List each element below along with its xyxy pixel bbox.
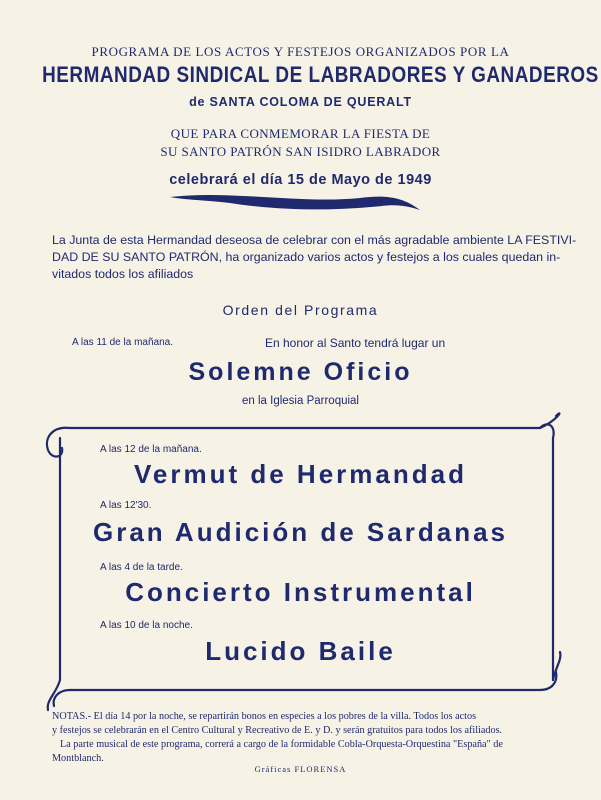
header-purpose-line-2: SU SANTO PATRÓN SAN ISIDRO LABRADOR — [160, 144, 441, 159]
header-title: HERMANDAD SINDICAL DE LABRADORES Y GANADEROS — [42, 62, 599, 87]
header-purpose-line-1: QUE PARA CONMEMORAR LA FIESTA DE — [170, 126, 431, 141]
event-title: Gran Audición de Sardanas — [92, 517, 508, 547]
order-title: Orden del Programa — [222, 302, 379, 318]
event-time: A las 12'30. — [100, 500, 152, 511]
intro-line: vitados todos los afiliados — [52, 267, 194, 281]
event-title: Lucido Baile — [205, 636, 396, 666]
header-line-1: PROGRAMA DE LOS ACTOS Y FESTEJOS ORGANIZADOS POR LA — [91, 44, 510, 59]
notes-line: NOTAS.- El día 14 por la noche, se repartirán bonos en especies a los pobres de la villa. Todos los actos — [52, 711, 477, 722]
event-time: A las 11 de la mañana. — [72, 337, 173, 348]
notes-line: Montblanch. — [52, 753, 104, 764]
intro-line: DAD DE SU SANTO PATRÓN, ha organizado varios actos y festejos a los cuales quedan in- — [52, 250, 561, 264]
header-date: celebrará el día 15 de Mayo de 1949 — [169, 172, 432, 188]
event-lead: En honor al Santo tendrá lugar un — [265, 336, 446, 350]
event-title: Concierto Instrumental — [125, 577, 476, 607]
header-place: de SANTA COLOMA DE QUERALT — [189, 95, 412, 109]
printer-credit: Gráficas FLORENSA — [254, 764, 347, 774]
date-flourish — [170, 195, 420, 210]
event-time: A las 12 de la mañana. — [100, 444, 202, 455]
event-time: A las 4 de la tarde. — [100, 562, 183, 573]
notes — [52, 710, 552, 766]
event-title: Vermut de Hermandad — [134, 459, 467, 489]
intro-paragraph — [52, 232, 577, 283]
notes-line: y festejos se celebrarán en el Centro Cultural y Recreativo de E. y D. y serán gratuitos para todos los afiliados. — [52, 725, 503, 736]
event-location: en la Iglesia Parroquial — [242, 395, 359, 407]
event-title: Solemne Oficio — [188, 358, 413, 386]
intro-line: La Junta de esta Hermandad deseosa de celebrar con el más agradable ambiente LA FESTIVI- — [52, 233, 577, 247]
notes-line: La parte musical de este programa, correrá a cargo de la formidable Cobla-Orquesta-Orquestina "España" de — [60, 739, 503, 750]
event-time: A las 10 de la noche. — [100, 620, 193, 631]
